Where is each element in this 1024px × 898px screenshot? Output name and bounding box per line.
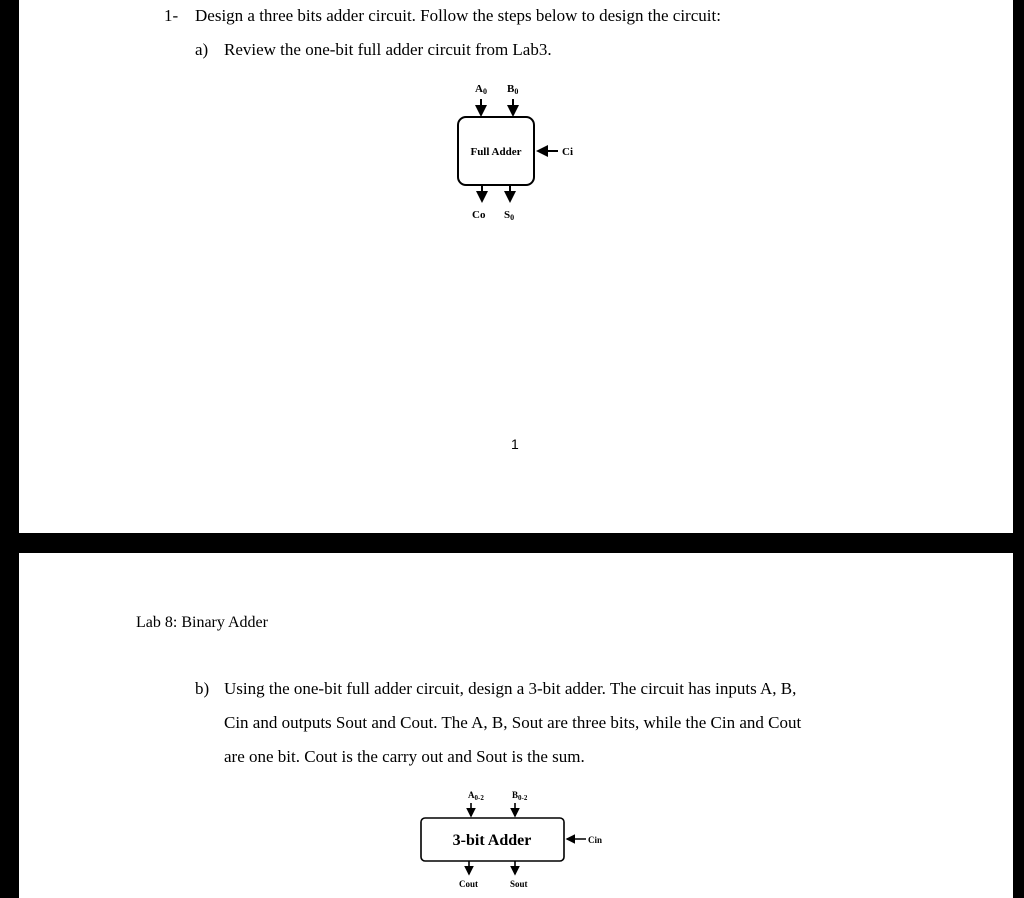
sum-label: Sout [510,879,528,889]
question-number: 1- [164,6,179,25]
input-a0-label: A0 [475,83,487,96]
input-b0-label: B0 [507,83,519,96]
three-bit-adder-label: 3-bit Adder [452,832,532,849]
part-a-label: a) [195,40,209,59]
input-a-label: $A_{0-2}$ [468,790,484,802]
part-b-line-2: Cin and outputs Sout and Cout. The A, B, Sout are three bits, while the Cin and Cout [224,713,802,732]
part-b-line-3: are one bit. Cout is the carry out and Sout is the sum. [224,747,585,766]
page-number: 1 [511,436,519,452]
carry-in-label: Ci [562,146,573,158]
part-b-label: b) [195,679,210,698]
three-bit-adder-diagram [400,783,630,898]
question-text: Design a three bits adder circuit. Follow the steps below to design the circuit: [195,6,721,25]
page-header: Lab 8: Binary Adder [136,614,268,631]
full-adder-diagram [440,75,620,230]
full-adder-label: Full Adder [470,146,522,158]
part-b-line-1: Using the one-bit full adder circuit, design a 3-bit adder. The circuit has inputs A, B, [224,679,797,698]
document-page-2 [19,553,1013,898]
document-page-1 [19,0,1013,533]
sum-label: S0 [504,209,515,222]
carry-in-label: Cin [588,835,603,845]
part-a-text: Review the one-bit full adder circuit from Lab3. [224,40,552,59]
input-b-label: $B_{0-2}$ [512,790,528,802]
carry-out-label: Cout [459,879,479,889]
carry-out-label: Co [472,209,486,221]
